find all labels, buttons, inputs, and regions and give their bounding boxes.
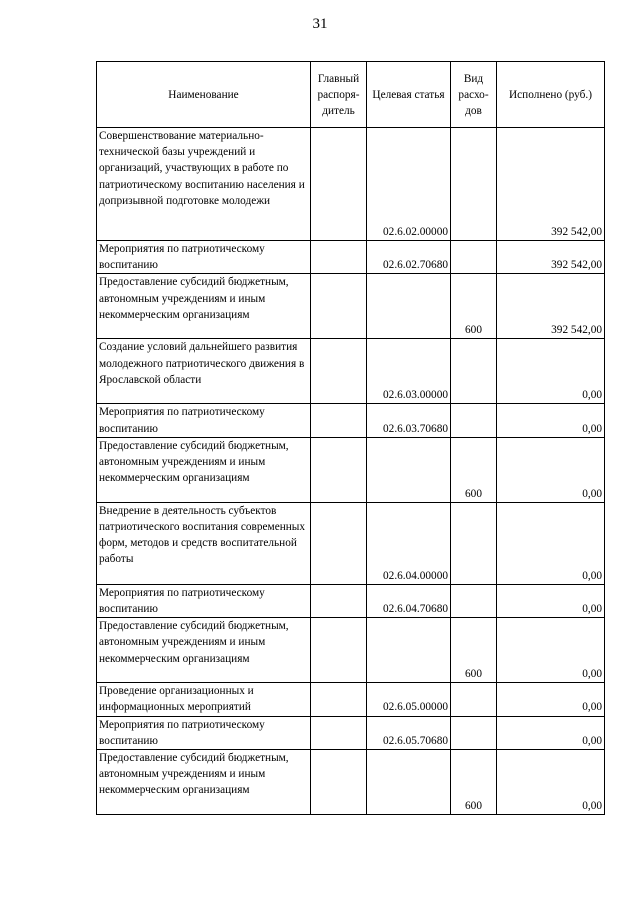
row-target: 02.6.04.70680 — [367, 584, 451, 617]
header-kind: Вид расхо-дов — [451, 62, 497, 128]
row-target — [367, 618, 451, 683]
row-admin — [311, 404, 367, 437]
row-name: Предоставление субсидий бюджетным, автономным учреждениям и иным некоммерческим организациям — [97, 618, 311, 683]
row-name: Совершенствование материально-технической базы учреждений и организаций, участвующих в работе по патриотическому воспитанию населения и допризывной подготовке молодежи — [97, 128, 311, 241]
row-admin — [311, 618, 367, 683]
header-name: Наименование — [97, 62, 311, 128]
table-row — [97, 584, 605, 617]
row-amount: 0,00 — [497, 437, 605, 502]
row-target — [367, 750, 451, 815]
table-row — [97, 241, 605, 274]
header-row — [97, 62, 605, 128]
row-name: Предоставление субсидий бюджетным, автономным учреждениям и иным некоммерческим организациям — [97, 437, 311, 502]
table-row — [97, 404, 605, 437]
table-body — [97, 128, 605, 815]
row-kind — [451, 502, 497, 584]
row-target: 02.6.05.00000 — [367, 683, 451, 716]
row-admin — [311, 128, 367, 241]
row-name: Мероприятия по патриотическому воспитанию — [97, 241, 311, 274]
row-kind — [451, 128, 497, 241]
row-kind — [451, 716, 497, 749]
row-kind: 600 — [451, 618, 497, 683]
row-name: Внедрение в деятельность субъектов патриотического воспитания современных форм, методов и средств воспитательной работы — [97, 502, 311, 584]
header-admin: Главный распоря-дитель — [311, 62, 367, 128]
row-amount: 0,00 — [497, 502, 605, 584]
row-name: Предоставление субсидий бюджетным, автономным учреждениям и иным некоммерческим организациям — [97, 750, 311, 815]
row-amount: 0,00 — [497, 618, 605, 683]
row-kind — [451, 339, 497, 404]
table-row — [97, 437, 605, 502]
row-admin — [311, 241, 367, 274]
row-name: Мероприятия по патриотическому воспитанию — [97, 716, 311, 749]
table-row — [97, 274, 605, 339]
row-target: 02.6.04.00000 — [367, 502, 451, 584]
row-amount: 0,00 — [497, 683, 605, 716]
table-row — [97, 502, 605, 584]
row-admin — [311, 274, 367, 339]
row-amount: 392 542,00 — [497, 241, 605, 274]
row-admin — [311, 683, 367, 716]
row-amount: 0,00 — [497, 339, 605, 404]
row-target — [367, 437, 451, 502]
row-target: 02.6.03.00000 — [367, 339, 451, 404]
row-kind — [451, 241, 497, 274]
row-amount: 0,00 — [497, 404, 605, 437]
row-admin — [311, 584, 367, 617]
row-target: 02.6.02.70680 — [367, 241, 451, 274]
row-target: 02.6.02.00000 — [367, 128, 451, 241]
row-kind — [451, 404, 497, 437]
row-name: Мероприятия по патриотическому воспитанию — [97, 404, 311, 437]
table-header — [97, 62, 605, 128]
header-amount: Исполнено (руб.) — [497, 62, 605, 128]
row-admin — [311, 502, 367, 584]
row-target — [367, 274, 451, 339]
table-row — [97, 683, 605, 716]
row-name: Предоставление субсидий бюджетным, автономным учреждениям и иным некоммерческим организациям — [97, 274, 311, 339]
row-name: Создание условий дальнейшего развития молодежного патриотического движения в Ярославской области — [97, 339, 311, 404]
row-kind: 600 — [451, 437, 497, 502]
table-row — [97, 128, 605, 241]
table-row — [97, 716, 605, 749]
table-row — [97, 339, 605, 404]
header-target: Целевая статья — [367, 62, 451, 128]
row-kind — [451, 683, 497, 716]
row-amount: 0,00 — [497, 750, 605, 815]
row-name: Мероприятия по патриотическому воспитанию — [97, 584, 311, 617]
expenditure-table — [96, 61, 605, 815]
row-kind: 600 — [451, 274, 497, 339]
page-number: 31 — [312, 16, 328, 32]
row-admin — [311, 716, 367, 749]
row-amount: 392 542,00 — [497, 128, 605, 241]
row-amount: 0,00 — [497, 716, 605, 749]
row-admin — [311, 437, 367, 502]
row-target: 02.6.03.70680 — [367, 404, 451, 437]
row-name: Проведение организационных и информационных мероприятий — [97, 683, 311, 716]
table-row — [97, 750, 605, 815]
row-kind — [451, 584, 497, 617]
table-row — [97, 618, 605, 683]
row-target: 02.6.05.70680 — [367, 716, 451, 749]
row-admin — [311, 339, 367, 404]
row-amount: 0,00 — [497, 584, 605, 617]
row-amount: 392 542,00 — [497, 274, 605, 339]
row-admin — [311, 750, 367, 815]
row-kind: 600 — [451, 750, 497, 815]
